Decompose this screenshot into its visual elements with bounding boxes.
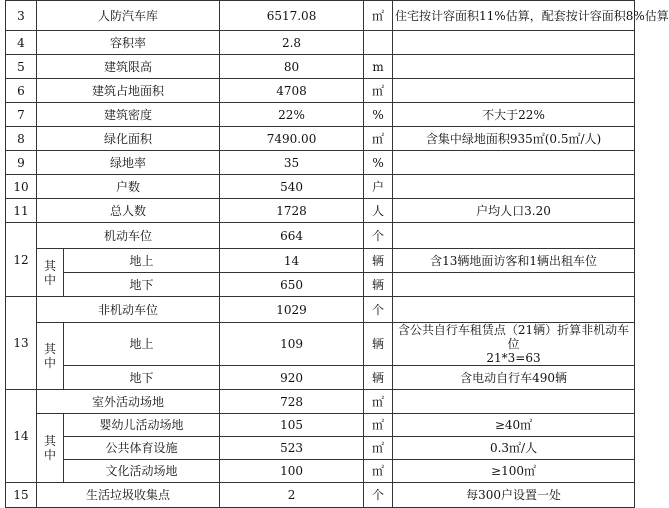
note-cell: 含电动自行车490辆 [393, 366, 635, 390]
table-row [6, 414, 635, 437]
table-row [6, 103, 635, 127]
unit-cell: % [364, 151, 393, 175]
table-row [6, 79, 635, 103]
note-cell [393, 151, 635, 175]
item-name-cell: 容积率 [37, 31, 220, 55]
table-row [6, 390, 635, 414]
item-name-cell: 户数 [37, 175, 220, 199]
note-cell: 0.3㎡/人 [393, 437, 635, 460]
value-cell: 7490.00 [220, 127, 364, 151]
unit-cell: ㎡ [364, 79, 393, 103]
note-line-2: 21*3=63 [486, 351, 541, 365]
table-row [6, 223, 635, 249]
unit-cell: ㎡ [364, 127, 393, 151]
row-number-cell: 9 [6, 151, 37, 175]
note-cell [393, 223, 635, 249]
table-row [6, 249, 635, 273]
note-cell: 住宅按计容面积11%估算，配套按计容面积8%估算 [393, 1, 635, 31]
table-row [6, 297, 635, 323]
table-row [6, 199, 635, 223]
unit-cell: ㎡ [364, 437, 393, 460]
sub-item-name-cell: 婴幼儿活动场地 [64, 414, 220, 437]
unit-cell: ㎡ [364, 460, 393, 483]
table-row [6, 151, 635, 175]
unit-cell: 辆 [364, 273, 393, 297]
value-cell: 14 [220, 249, 364, 273]
note-cell: 含13辆地面访客和1辆出租车位 [393, 249, 635, 273]
row-number-cell: 15 [6, 483, 37, 508]
value-cell: 728 [220, 390, 364, 414]
item-name-cell: 人防汽车库 [37, 1, 220, 31]
table-row [6, 55, 635, 79]
qizhong-cell [37, 249, 64, 297]
value-cell: 920 [220, 366, 364, 390]
unit-cell: 人 [364, 199, 393, 223]
item-name-cell: 建筑限高 [37, 55, 220, 79]
qizhong-label: 其中 [43, 342, 56, 370]
note-cell [393, 297, 635, 323]
value-cell: 664 [220, 223, 364, 249]
unit-cell: ㎡ [364, 414, 393, 437]
note-cell: ≥100㎡ [393, 460, 635, 483]
row-number-cell: 12 [6, 223, 37, 297]
item-name-cell: 绿化面积 [37, 127, 220, 151]
row-number-cell: 7 [6, 103, 37, 127]
item-name-cell: 总人数 [37, 199, 220, 223]
value-cell: 105 [220, 414, 364, 437]
note-cell [393, 31, 635, 55]
value-cell: 540 [220, 175, 364, 199]
value-cell: 35 [220, 151, 364, 175]
row-number-cell: 14 [6, 390, 37, 483]
qizhong-cell [37, 414, 64, 483]
note-cell [393, 273, 635, 297]
note-cell [393, 55, 635, 79]
unit-cell: 个 [364, 223, 393, 249]
unit-cell: 辆 [364, 249, 393, 273]
value-cell: 4708 [220, 79, 364, 103]
note-cell [393, 79, 635, 103]
unit-cell: % [364, 103, 393, 127]
sub-item-name-cell: 地下 [64, 273, 220, 297]
note-cell: 含集中绿地面积935㎡(0.5㎡/人) [393, 127, 635, 151]
item-name-cell: 绿地率 [37, 151, 220, 175]
unit-cell: 个 [364, 483, 393, 508]
note-cell: 每300户设置一处 [393, 483, 635, 508]
qizhong-cell [37, 323, 64, 390]
table-row [6, 1, 635, 31]
row-number-cell: 8 [6, 127, 37, 151]
value-cell: 2.8 [220, 31, 364, 55]
item-name-cell: 建筑密度 [37, 103, 220, 127]
table-row [6, 127, 635, 151]
item-name-cell: 建筑占地面积 [37, 79, 220, 103]
unit-cell [364, 31, 393, 55]
item-name-cell: 机动车位 [37, 223, 220, 249]
row-number-cell: 6 [6, 79, 37, 103]
sub-item-name-cell: 地下 [64, 366, 220, 390]
row-number-cell: 4 [6, 31, 37, 55]
item-name-cell: 生活垃圾收集点 [37, 483, 220, 508]
table-row [6, 273, 635, 297]
note-cell [393, 175, 635, 199]
unit-cell: 个 [364, 297, 393, 323]
indicator-table [5, 0, 669, 508]
value-cell: 109 [220, 323, 364, 366]
note-cell [393, 323, 635, 366]
unit-cell: ㎡ [364, 1, 393, 31]
sub-item-name-cell: 地上 [64, 249, 220, 273]
note-cell [393, 390, 635, 414]
table-row [6, 460, 635, 483]
qizhong-label: 其中 [43, 434, 56, 462]
note-cell: ≥40㎡ [393, 414, 635, 437]
value-cell: 2 [220, 483, 364, 508]
item-name-cell: 室外活动场地 [37, 390, 220, 414]
value-cell: 6517.08 [220, 1, 364, 31]
table-row [6, 175, 635, 199]
row-number-cell: 13 [6, 297, 37, 390]
value-cell: 1728 [220, 199, 364, 223]
note-cell: 不大于22% [393, 103, 635, 127]
value-cell: 80 [220, 55, 364, 79]
row-number-cell: 3 [6, 1, 37, 31]
row-number-cell: 5 [6, 55, 37, 79]
note-line-1: 含公共自行车租赁点（21辆）折算非机动车位 [397, 323, 630, 351]
note-cell: 户均人口3.20 [393, 199, 635, 223]
sub-item-name-cell: 地上 [64, 323, 220, 366]
value-cell: 1029 [220, 297, 364, 323]
value-cell: 100 [220, 460, 364, 483]
row-number-cell: 10 [6, 175, 37, 199]
item-name-cell: 非机动车位 [37, 297, 220, 323]
table-row [6, 437, 635, 460]
value-cell: 523 [220, 437, 364, 460]
table-row [6, 483, 635, 508]
row-number-cell: 11 [6, 199, 37, 223]
value-cell: 22% [220, 103, 364, 127]
sub-item-name-cell: 公共体育设施 [64, 437, 220, 460]
unit-cell: 辆 [364, 366, 393, 390]
value-cell: 650 [220, 273, 364, 297]
qizhong-label: 其中 [43, 258, 56, 287]
unit-cell: m [364, 55, 393, 79]
table-row [6, 366, 635, 390]
unit-cell: 辆 [364, 323, 393, 366]
sub-item-name-cell: 文化活动场地 [64, 460, 220, 483]
table-row [6, 31, 635, 55]
unit-cell: ㎡ [364, 390, 393, 414]
table-row [6, 323, 635, 366]
unit-cell: 户 [364, 175, 393, 199]
